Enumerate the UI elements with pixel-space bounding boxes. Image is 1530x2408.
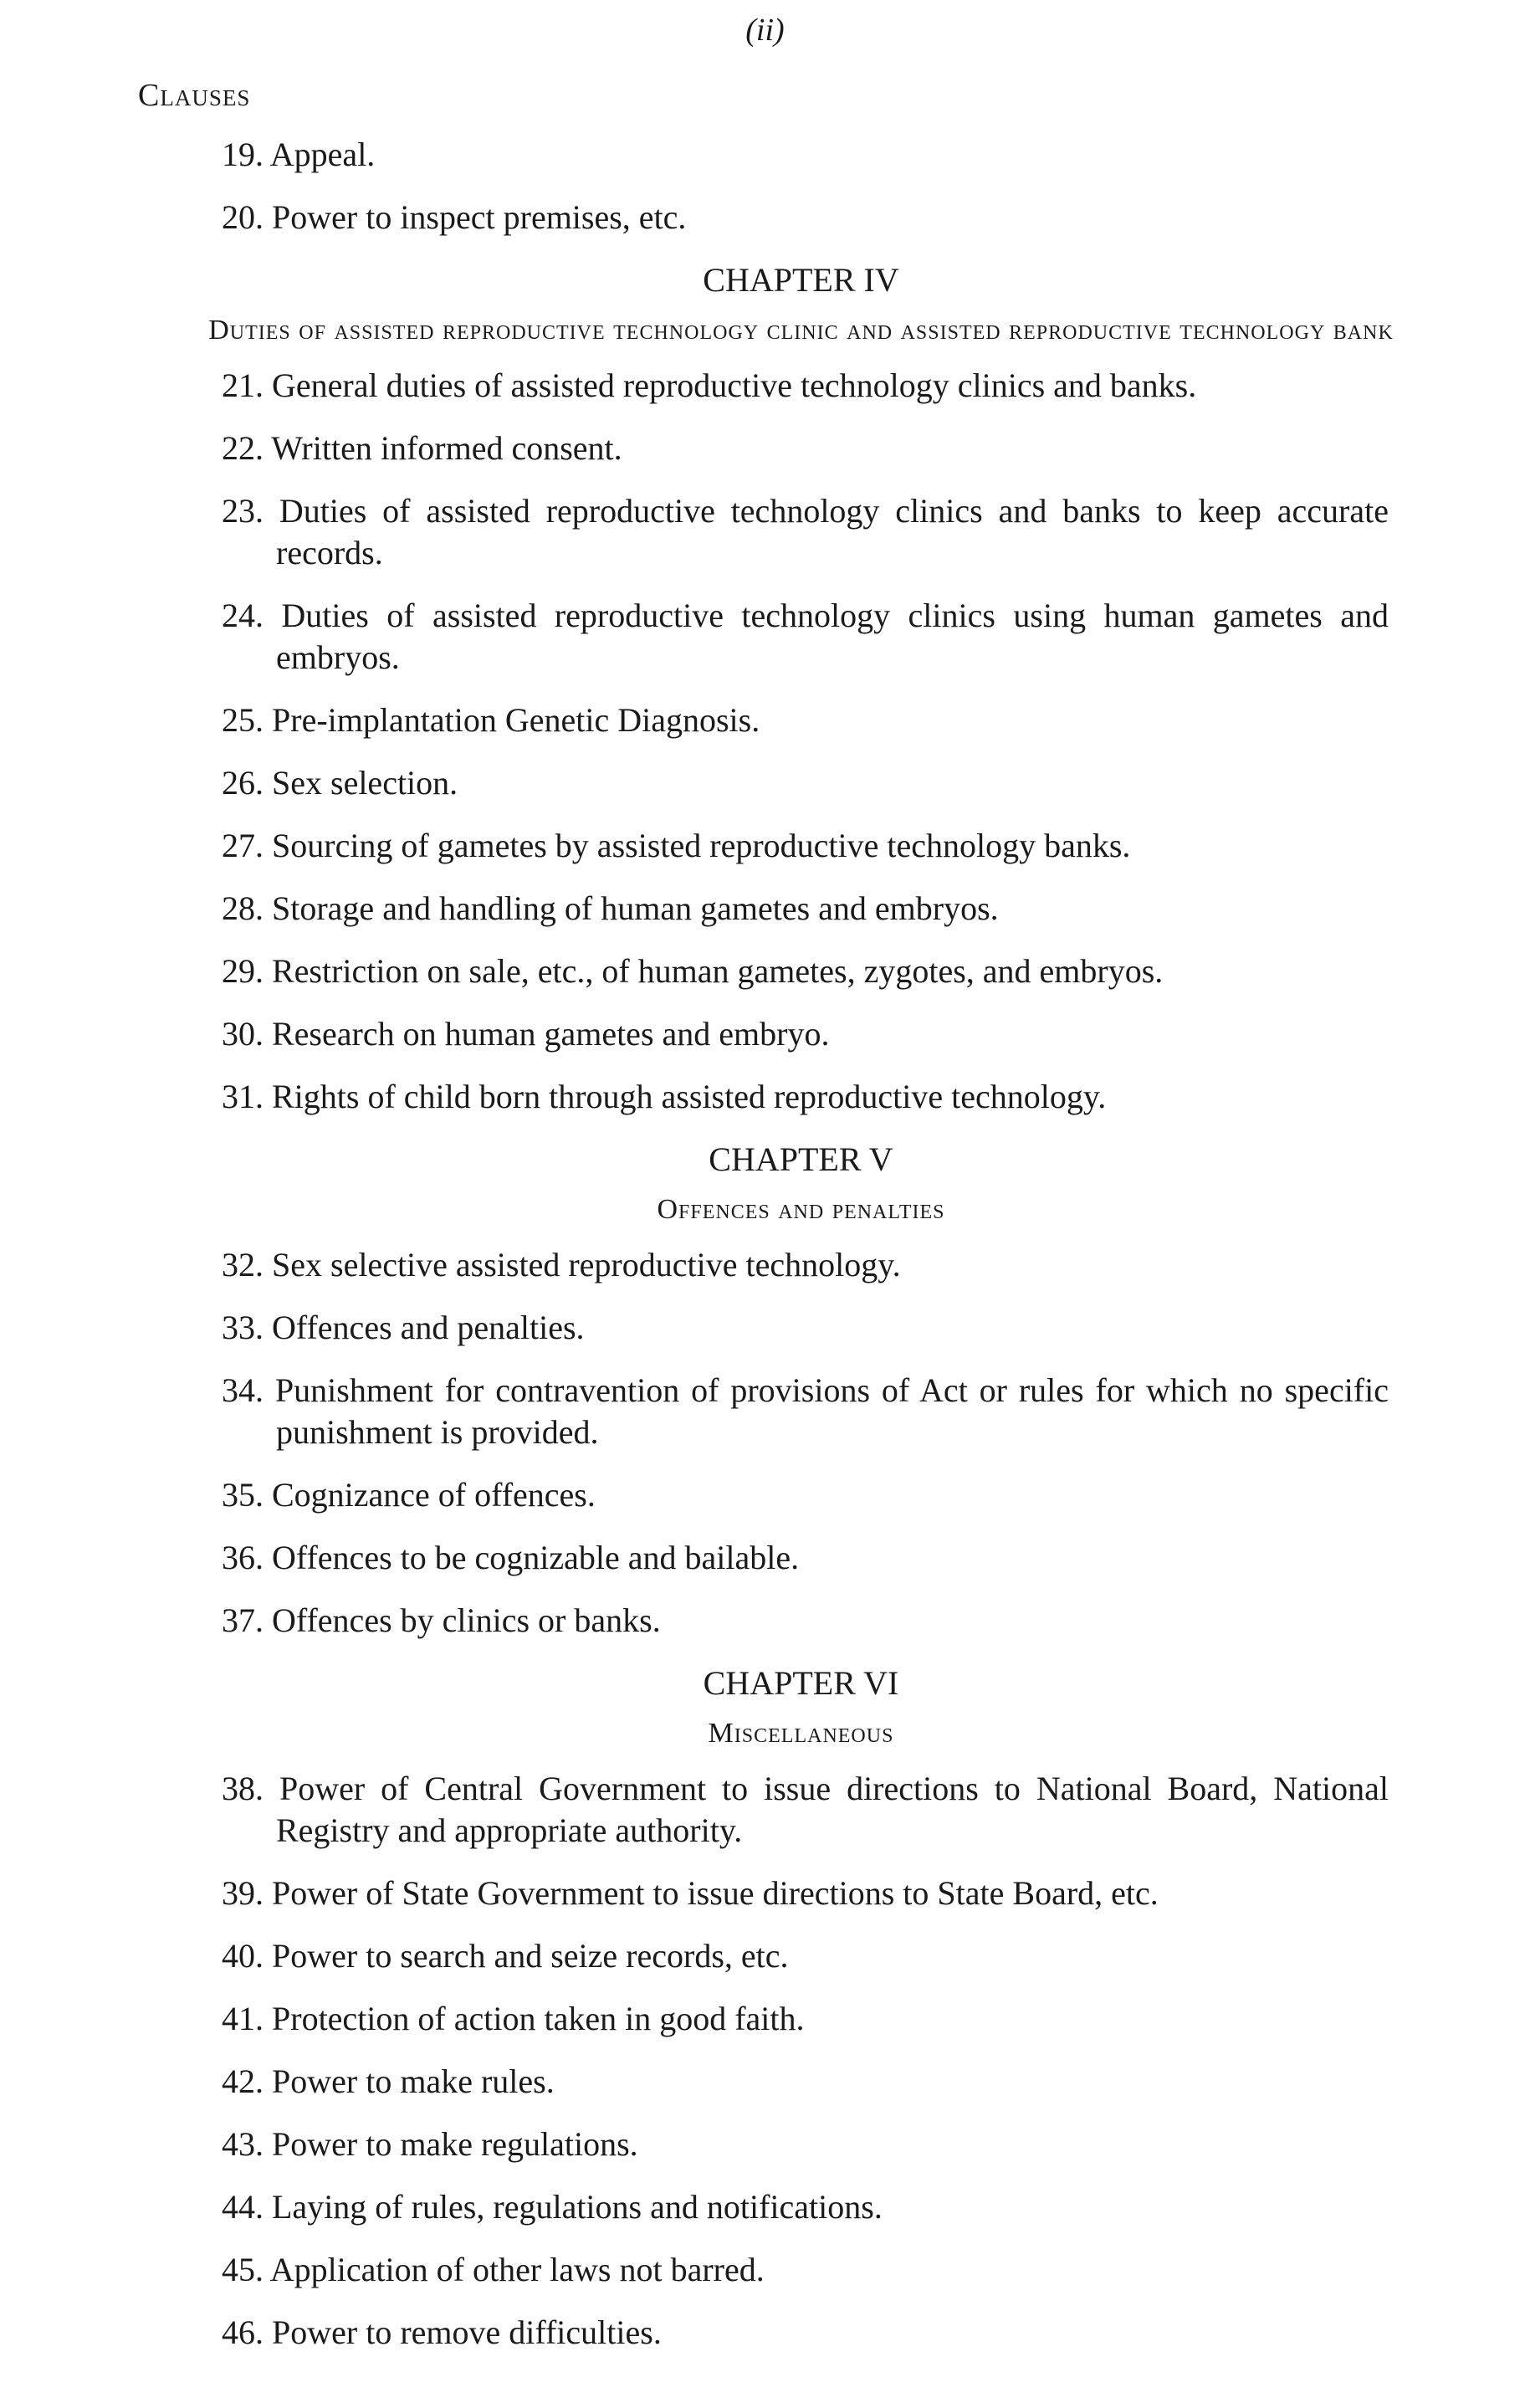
clause-item: 37. Offences by clinics or banks. [222,1601,661,1639]
clause-item: 46. Power to remove difficulties. [222,2313,662,2351]
chapter-title: CHAPTER VI [703,1664,899,1702]
clause-item: 41. Protection of action taken in good faith. [222,2000,805,2037]
clause-group-c [222,1244,1389,1642]
clause-item: 30. Research on human gametes and embryo. [222,1015,830,1053]
chapter-subtitle: Duties of assisted reproductive technology clinic and assisted reproductive technology bank [208,315,1394,346]
clause-item: 39. Power of State Government to issue directions to State Board, etc. [222,1874,1159,1912]
clause-item: 20. Power to inspect premises, etc. [222,198,687,236]
chapter-v-heading [213,1139,1389,1231]
clause-item: 25. Pre-implantation Genetic Diagnosis. [222,701,760,739]
chapter-vi-heading [213,1663,1389,1755]
clause-item: 32. Sex selective assisted reproductive technology. [222,1246,901,1283]
clause-item: 43. Power to make regulations. [222,2125,638,2163]
chapter-title: CHAPTER IV [703,261,899,299]
clause-item: 36. Offences to be cognizable and bailable. [222,1539,800,1576]
clause-item: 27. Sourcing of gametes by assisted reproductive technology banks. [222,827,1131,864]
clause-group-d [222,1768,1389,2354]
clause-item: 45. Application of other laws not barred. [222,2251,765,2288]
clause-group-a [222,134,1389,238]
chapter-subtitle: Miscellaneous [708,1718,894,1749]
page-number: (ii) [745,13,785,48]
clause-item: 31. Rights of child born through assisted reproductive technology. [222,1078,1107,1115]
clause-item: 26. Sex selection. [222,764,458,802]
clauses-label: Clauses [138,78,251,113]
clause-item: 23. Duties of assisted reproductive technology clinics and banks to keep accurate records. [222,492,1389,571]
clause-item: 21. General duties of assisted reproductive technology clinics and banks. [222,366,1197,404]
clause-item: 35. Cognizance of offences. [222,1476,596,1514]
clause-item: 34. Punishment for contravention of provisions of Act or rules for which no specific punishment is provided. [222,1371,1389,1451]
clause-item: 24. Duties of assisted reproductive technology clinics using human gametes and embryos. [222,597,1389,676]
clause-item: 40. Power to search and seize records, etc. [222,1937,789,1975]
clause-item: 42. Power to make rules. [222,2062,555,2100]
clause-item: 22. Written informed consent. [222,429,622,467]
clause-item: 38. Power of Central Government to issue directions to National Board, National Registry and appropriate authority. [222,1770,1389,1849]
chapter-subtitle: Offences and penalties [657,1194,945,1225]
clause-group-b [222,365,1389,1118]
clause-item: 29. Restriction on sale, etc., of human gametes, zygotes, and embryos. [222,952,1164,990]
clause-item: 28. Storage and handling of human gametes and embryos. [222,889,999,927]
clause-item: 19. Appeal. [222,136,376,173]
clause-item: 33. Offences and penalties. [222,1309,585,1346]
clause-list [208,134,1394,2375]
chapter-iv-heading [208,259,1394,351]
clause-item: 44. Laying of rules, regulations and notifications. [222,2188,883,2226]
chapter-title: CHAPTER V [709,1140,893,1178]
